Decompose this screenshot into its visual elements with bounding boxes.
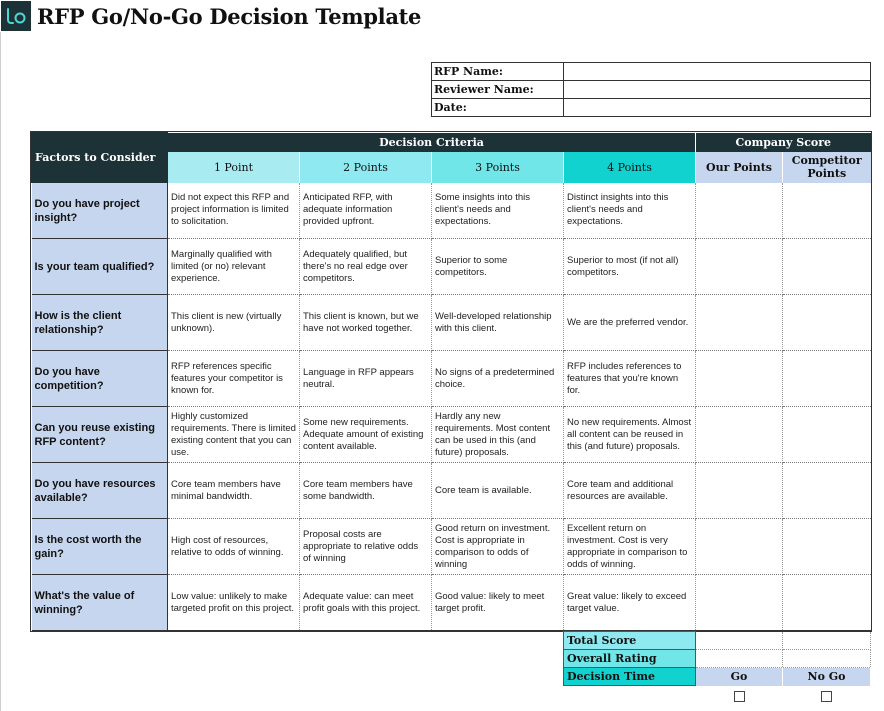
- criteria-cell: Language in RFP appears neutral.: [300, 351, 432, 407]
- competitor-points-cell[interactable]: [783, 463, 871, 519]
- factor-question: Is your team qualified?: [32, 239, 168, 295]
- criteria-cell: Did not expect this RFP and project information is limited to solicitation.: [168, 183, 300, 239]
- table-row: [32, 519, 871, 575]
- our-points-cell[interactable]: [696, 575, 783, 631]
- criteria-cell: Anticipated RFP, with adequate information provided upfront.: [300, 183, 432, 239]
- table-row: [32, 351, 871, 407]
- competitor-points-header: Competitor Points: [783, 152, 871, 183]
- factor-question: Is the cost worth the gain?: [32, 519, 168, 575]
- criteria-cell: High cost of resources, relative to odds of winning.: [168, 519, 300, 575]
- factor-question: Do you have project insight?: [32, 183, 168, 239]
- criteria-cell: Marginally qualified with limited (or no) relevant experience.: [168, 239, 300, 295]
- factor-question: Can you reuse existing RFP content?: [32, 407, 168, 463]
- our-points-header: Our Points: [696, 152, 783, 183]
- factor-question: Do you have resources available?: [32, 463, 168, 519]
- criteria-cell: Core team is available.: [432, 463, 564, 519]
- criteria-cell: Superior to some competitors.: [432, 239, 564, 295]
- criteria-cell: Highly customized requirements. There is limited existing content that you can use.: [168, 407, 300, 463]
- criteria-cell: Core team and additional resources are available.: [564, 463, 696, 519]
- criteria-cell: Core team members have some bandwidth.: [300, 463, 432, 519]
- competitor-points-cell[interactable]: [783, 295, 871, 351]
- date-label: Date:: [432, 99, 564, 117]
- date-field[interactable]: [564, 99, 871, 117]
- decision-time-label: Decision Time: [564, 668, 696, 686]
- competitor-points-cell[interactable]: [783, 575, 871, 631]
- our-points-cell[interactable]: [696, 351, 783, 407]
- competitor-points-cell[interactable]: [783, 351, 871, 407]
- our-points-cell[interactable]: [696, 295, 783, 351]
- criteria-cell: Some insights into this client's needs and expectations.: [432, 183, 564, 239]
- rfp-name-field[interactable]: [564, 63, 871, 81]
- decision-matrix: [31, 132, 871, 631]
- factor-question: How is the client relationship?: [32, 295, 168, 351]
- criteria-cell: Core team members have minimal bandwidth.: [168, 463, 300, 519]
- point-2-header: 2 Points: [300, 152, 432, 183]
- criteria-cell: Some new requirements. Adequate amount of existing content available.: [300, 407, 432, 463]
- header: [0, 0, 884, 32]
- competitor-points-cell[interactable]: [783, 183, 871, 239]
- criteria-cell: This client is known, but we have not worked together.: [300, 295, 432, 351]
- factor-question: What's the value of winning?: [32, 575, 168, 631]
- reviewer-name-label: Reviewer Name:: [432, 81, 564, 99]
- go-header: Go: [696, 668, 783, 686]
- criteria-cell: Great value: likely to exceed target value.: [564, 575, 696, 631]
- brand-logo-icon: [1, 1, 31, 31]
- our-points-cell[interactable]: [696, 407, 783, 463]
- competitor-points-cell[interactable]: [783, 239, 871, 295]
- page-title: RFP Go/No-Go Decision Template: [37, 3, 422, 29]
- table-row: [32, 295, 871, 351]
- criteria-cell: No new requirements. Almost all content can be reused in this (and future) proposals.: [564, 407, 696, 463]
- factors-header: Factors to Consider: [32, 133, 168, 183]
- go-checkbox-cell: [696, 686, 783, 706]
- our-points-cell[interactable]: [696, 463, 783, 519]
- criteria-cell: Superior to most (if not all) competitors.: [564, 239, 696, 295]
- total-score-label: Total Score: [564, 632, 696, 650]
- table-row: [32, 575, 871, 631]
- table-row: [32, 239, 871, 295]
- criteria-cell: Excellent return on investment. Cost is very appropriate in comparison to odds of winning.: [564, 519, 696, 575]
- table-row: [32, 407, 871, 463]
- criteria-cell: Distinct insights into this client's needs and expectations.: [564, 183, 696, 239]
- total-score-our-cell[interactable]: [696, 632, 783, 650]
- factor-question: Do you have competition?: [32, 351, 168, 407]
- our-points-cell[interactable]: [696, 239, 783, 295]
- info-table: [431, 62, 871, 117]
- go-checkbox-icon[interactable]: [734, 691, 745, 702]
- competitor-points-cell[interactable]: [783, 519, 871, 575]
- criteria-cell: We are the preferred vendor.: [564, 295, 696, 351]
- criteria-cell: Low value: unlikely to make targeted profit on this project.: [168, 575, 300, 631]
- criteria-cell: Good value: likely to meet target profit.: [432, 575, 564, 631]
- summary-table: [563, 631, 871, 706]
- criteria-cell: Hardly any new requirements. Most content can be used in this (and future) proposals.: [432, 407, 564, 463]
- criteria-cell: This client is new (virtually unknown).: [168, 295, 300, 351]
- blank-cell: [564, 686, 696, 706]
- criteria-cell: Proposal costs are appropriate to relative odds of winning: [300, 519, 432, 575]
- criteria-cell: Good return on investment. Cost is appropriate in comparison to odds of winning: [432, 519, 564, 575]
- no-go-checkbox-icon[interactable]: [821, 691, 832, 702]
- overall-rating-our-cell[interactable]: [696, 650, 783, 668]
- criteria-cell: Adequate value: can meet profit goals with this project.: [300, 575, 432, 631]
- no-go-checkbox-cell: [783, 686, 871, 706]
- competitor-points-cell[interactable]: [783, 407, 871, 463]
- company-score-header: Company Score: [696, 133, 871, 152]
- criteria-cell: Adequately qualified, but there's no real edge over competitors.: [300, 239, 432, 295]
- left-border: [0, 32, 1, 711]
- criteria-cell: RFP references specific features your competitor is known for.: [168, 351, 300, 407]
- table-row: [32, 183, 871, 239]
- overall-rating-label: Overall Rating: [564, 650, 696, 668]
- overall-rating-competitor-cell[interactable]: [783, 650, 871, 668]
- criteria-cell: No signs of a predetermined choice.: [432, 351, 564, 407]
- rfp-name-label: RFP Name:: [432, 63, 564, 81]
- our-points-cell[interactable]: [696, 519, 783, 575]
- point-4-header: 4 Points: [564, 152, 696, 183]
- our-points-cell[interactable]: [696, 183, 783, 239]
- table-row: [32, 463, 871, 519]
- no-go-header: No Go: [783, 668, 871, 686]
- total-score-competitor-cell[interactable]: [783, 632, 871, 650]
- point-3-header: 3 Points: [432, 152, 564, 183]
- point-1-header: 1 Point: [168, 152, 300, 183]
- reviewer-name-field[interactable]: [564, 81, 871, 99]
- criteria-cell: Well-developed relationship with this client.: [432, 295, 564, 351]
- criteria-cell: RFP includes references to features that you're known for.: [564, 351, 696, 407]
- decision-criteria-header: Decision Criteria: [168, 133, 696, 152]
